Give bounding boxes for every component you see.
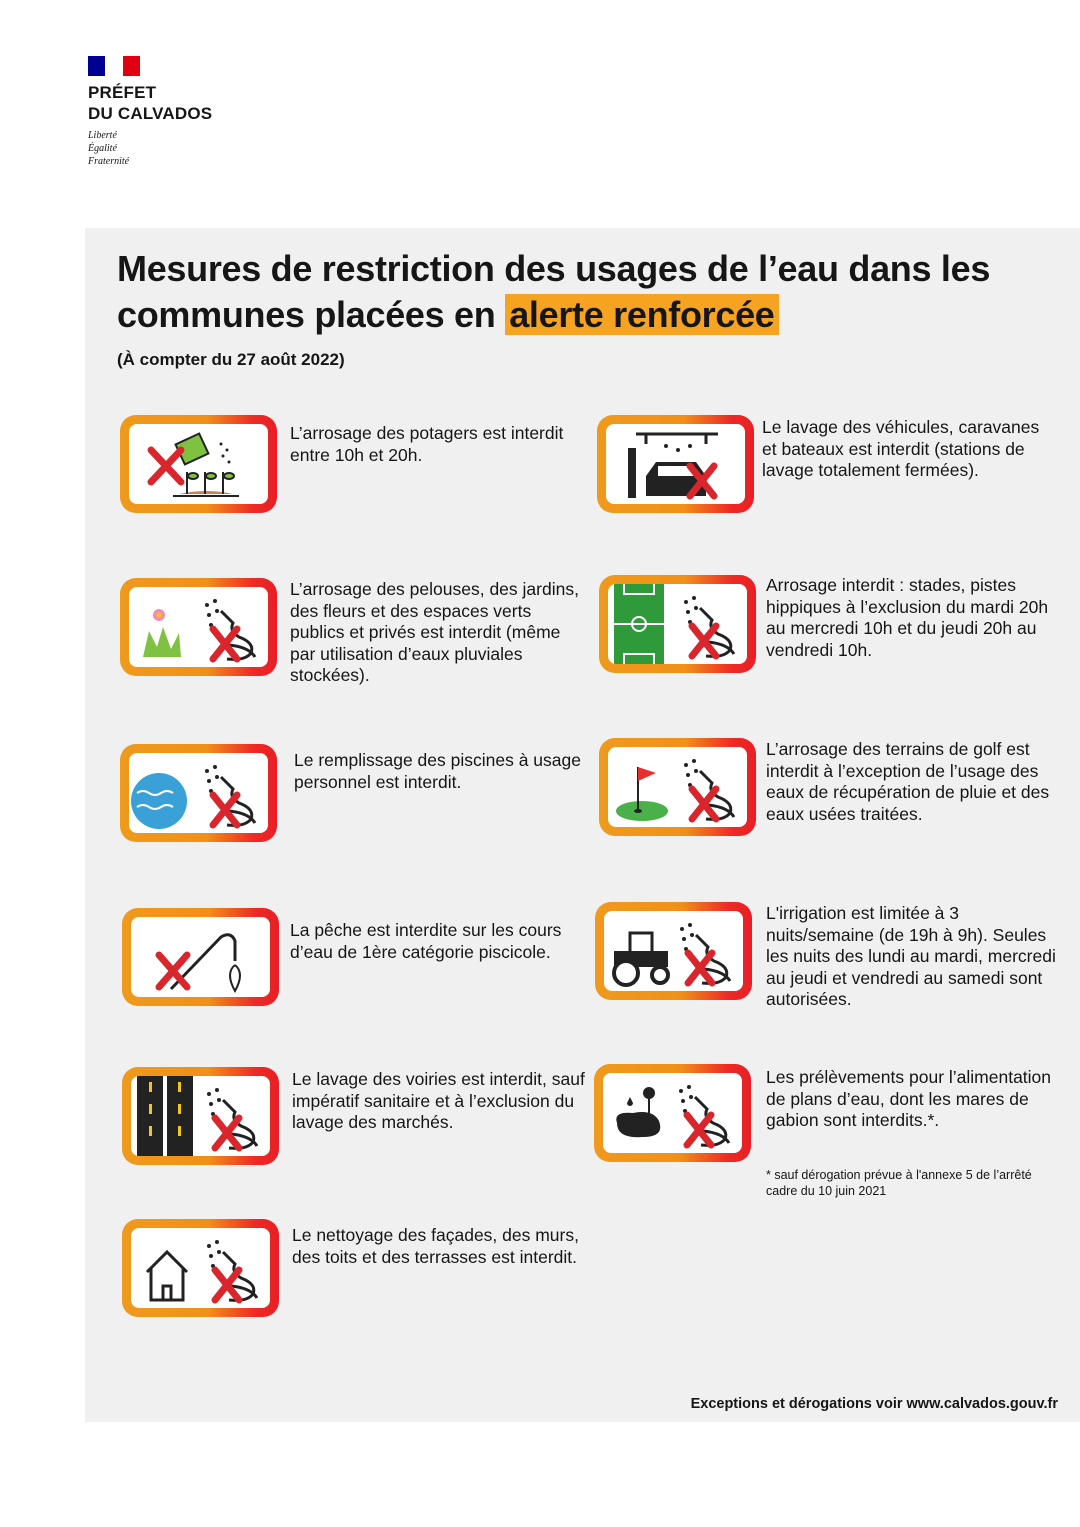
icon-frame xyxy=(608,584,747,664)
page-title: Mesures de restriction des usages de l’eau dans les communes placées en alerte renforcée xyxy=(117,248,991,335)
car-wash-icon-graphic xyxy=(606,424,745,504)
stadium-hose-icon xyxy=(599,575,756,673)
pond-hose-icon-graphic xyxy=(603,1073,742,1153)
measure-text: Le lavage des voiries est interdit, sauf impératif sanitaire et à l’exclusion du lavage des marchés. xyxy=(292,1069,585,1133)
measure-text: Arrosage interdit : stades, pistes hippiques à l’exclusion du mardi 20h au mercredi 10h et du jeudi 20h au vendredi 10h. xyxy=(766,575,1049,660)
measure-text: Le lavage des véhicules, caravanes et bateaux est interdit (stations de lavage totalement fermées). xyxy=(762,417,1040,481)
house-hose-icon xyxy=(122,1219,279,1317)
icon-frame xyxy=(129,753,268,833)
measure-text: Les prélèvements pour l’alimentation de plans d’eau, dont les mares de gabion sont interdits.*. xyxy=(766,1067,1052,1131)
icon-frame xyxy=(604,911,743,991)
pond-hose-icon xyxy=(594,1064,751,1162)
alert-level-highlight: alerte renforcée xyxy=(505,294,778,335)
watering-can-plants-icon-graphic xyxy=(129,424,268,504)
footnote: * sauf dérogation prévue à l'annexe 5 de l’arrêté cadre du 10 juin 2021 xyxy=(766,1168,1032,1198)
french-flag-icon xyxy=(88,56,140,76)
tractor-hose-icon xyxy=(595,902,752,1000)
icon-frame xyxy=(129,424,268,504)
measure-text: L’arrosage des terrains de golf est interdit à l’exception de l’usage des eaux de récupération de pluie et des eaux usées traitées. xyxy=(766,739,1050,824)
motto: Liberté Égalité Fraternité xyxy=(88,130,130,167)
road-hose-icon-graphic xyxy=(131,1076,270,1156)
measure-text: L'irrigation est limitée à 3 nuits/semaine (de 19h à 9h). Seules les nuits des lundi au mardi, mercredi au jeudi et vendredi au samedi sont autorisées. xyxy=(766,903,1056,1010)
pool-hose-icon xyxy=(120,744,277,842)
stadium-hose-icon-graphic xyxy=(608,584,747,664)
icon-frame xyxy=(603,1073,742,1153)
measure-text: Le nettoyage des façades, des murs, des toits et des terrasses est interdit. xyxy=(292,1225,579,1267)
house-hose-icon-graphic xyxy=(131,1228,270,1308)
footer-link-text: Exceptions et dérogations voir www.calvados.gouv.fr xyxy=(690,1396,1058,1412)
org-name: PRÉFET DU CALVADOS xyxy=(88,83,213,123)
icon-frame xyxy=(608,747,747,827)
tractor-hose-icon-graphic xyxy=(604,911,743,991)
fishing-icon xyxy=(122,908,279,1006)
effective-date: (À compter du 27 août 2022) xyxy=(117,350,345,369)
icon-frame xyxy=(131,1076,270,1156)
golf-hose-icon-graphic xyxy=(608,747,747,827)
watering-can-plants-icon xyxy=(120,415,277,513)
road-hose-icon xyxy=(122,1067,279,1165)
flowers-hose-icon xyxy=(120,578,277,676)
icon-frame xyxy=(131,1228,270,1308)
measure-text: L’arrosage des potagers est interdit entre 10h et 20h. xyxy=(290,423,564,465)
measure-text: La pêche est interdite sur les cours d’eau de 1ère catégorie piscicole. xyxy=(290,920,562,962)
golf-hose-icon xyxy=(599,738,756,836)
icon-frame xyxy=(606,424,745,504)
fishing-icon-graphic xyxy=(131,917,270,997)
prefecture-logo xyxy=(88,56,212,168)
icon-frame xyxy=(131,917,270,997)
measure-text: Le remplissage des piscines à usage personnel est interdit. xyxy=(294,750,581,792)
pool-hose-icon-graphic xyxy=(129,753,268,833)
flowers-hose-icon-graphic xyxy=(129,587,268,667)
icon-frame xyxy=(129,587,268,667)
car-wash-icon xyxy=(597,415,754,513)
measure-text: L’arrosage des pelouses, des jardins, des fleurs et des espaces verts publics et privés est interdit (même par utilisation d’eaux pluviales stockées). xyxy=(290,579,579,686)
